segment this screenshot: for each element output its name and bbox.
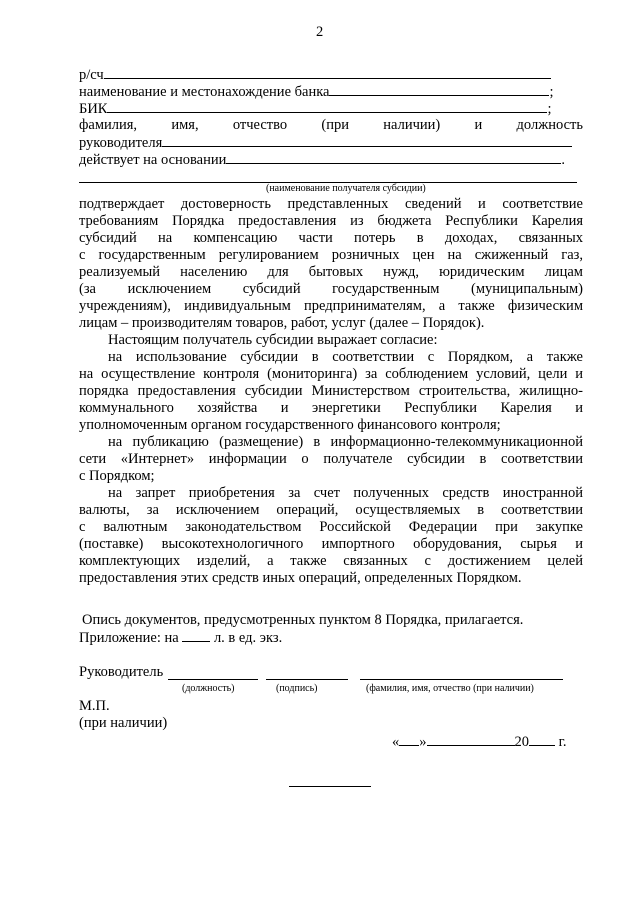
page-number: 2 (316, 24, 324, 40)
basis-field (79, 151, 583, 169)
basis-label: действует на основании (79, 152, 227, 168)
appendix-line (79, 629, 282, 647)
text-line: подтверждает достоверность представленных сведений и соответствие (79, 196, 583, 212)
appendix-blank (182, 629, 210, 642)
bik-end: ; (547, 101, 552, 117)
paragraph-consent-currency (79, 485, 583, 587)
recipient-caption: (наименование получателя субсидии) (266, 183, 426, 194)
closing-divider (289, 786, 371, 787)
month-blank (427, 733, 515, 746)
text-line: на использование субсидии в соответствии с Порядком, а также (108, 349, 583, 365)
text-line: с валютным законодательством Российской Федерации при закупке (79, 519, 583, 535)
bik-label: БИК (79, 101, 108, 117)
head-field-line1: фамилия, имя, отчество (при наличии) и должность (79, 117, 583, 133)
position-caption: (должность) (182, 683, 235, 694)
inventory-note: Опись документов, предусмотренных пунктом 8 Порядка, прилагается. (82, 612, 524, 628)
name-caption: (фамилия, имя, отчество (при наличии) (366, 683, 534, 694)
text-line: на осуществление контроля (мониторинга) за соблюдением условий, цели и (79, 366, 583, 382)
text-line: коммунального хозяйства и энергетики Республики Карелия и (79, 400, 583, 416)
text-line: (поставке) высокотехнологичного импортного оборудования, сырья и (79, 536, 583, 552)
text-line: субсидий на компенсацию части потерь в доходах, связанных (79, 230, 583, 246)
signature-line (266, 679, 348, 680)
head-blank (162, 134, 572, 147)
text-line: реализуемый населению для бытовых нужд, юридическим лицам (79, 264, 583, 280)
paragraph-consent-intro: Настоящим получатель субсидии выражает согласие: (108, 332, 438, 348)
text-line: требованиям Порядка предоставления из бюджета Республики Карелия (79, 213, 583, 229)
account-blank (104, 66, 551, 79)
text-line: на запрет приобретения за счет полученных средств иностранной (108, 485, 583, 501)
basis-blank (226, 151, 561, 164)
year-suffix: г. (558, 734, 567, 750)
text-line: комплектующих изделий, а также связанных с достижением целей (79, 553, 583, 569)
text-line: уполномоченным органом государственного финансового контроля; (79, 417, 501, 433)
stamp-label: М.П. (79, 698, 110, 714)
signature-caption: (подпись) (276, 683, 318, 694)
account-field (79, 66, 583, 84)
bank-field (79, 83, 583, 101)
date-open-quote: « (392, 734, 400, 750)
paragraph-confirmation (79, 196, 583, 332)
bank-label: наименование и местонахождение банка (79, 84, 330, 100)
bik-field (79, 100, 583, 118)
date-line (392, 733, 567, 751)
account-label: р/сч (79, 67, 104, 83)
bank-blank (329, 83, 549, 96)
name-line (360, 679, 563, 680)
stamp-note: (при наличии) (79, 715, 168, 731)
text-line: учреждениям), индивидуальным предпринимателям, а также физическим (79, 298, 583, 314)
basis-end: . (561, 152, 566, 168)
head-signature-label: Руководитель (79, 664, 164, 680)
bik-blank (107, 100, 547, 113)
text-line: лицам – производителям товаров, работ, услуг (далее – Порядок). (79, 315, 485, 331)
date-close-quote: » (419, 734, 427, 750)
bank-end: ; (549, 84, 554, 100)
text-line: с государственным регулированием розничных цен на сжиженный газ, (79, 247, 583, 263)
head-field-line2 (79, 134, 583, 152)
head-field-label: руководителя (79, 135, 163, 151)
text-line: сети «Интернет» информации о получателе субсидии в соответствии (79, 451, 583, 467)
appendix-suffix: л. в ед. экз. (213, 630, 283, 646)
year-prefix: 20 (514, 734, 529, 750)
text-line: на публикацию (размещение) в информационно-телекоммуникационной (108, 434, 583, 450)
appendix-prefix: Приложение: на (79, 630, 179, 646)
day-blank (399, 733, 419, 746)
text-line: валюты, за исключением операций, осуществляемых в соответствии (79, 502, 583, 518)
text-line: с Порядком; (79, 468, 155, 484)
text-line: (за исключением субсидий государственным (муниципальным) (79, 281, 583, 297)
position-line (168, 679, 258, 680)
paragraph-consent-publication (79, 434, 583, 485)
text-line: порядка предоставления субсидии Министерством строительства, жилищно- (79, 383, 583, 399)
text-line: предоставления этих средств иных операций, определенных Порядком. (79, 570, 522, 586)
year-blank (529, 733, 555, 746)
paragraph-consent-use (79, 349, 583, 434)
